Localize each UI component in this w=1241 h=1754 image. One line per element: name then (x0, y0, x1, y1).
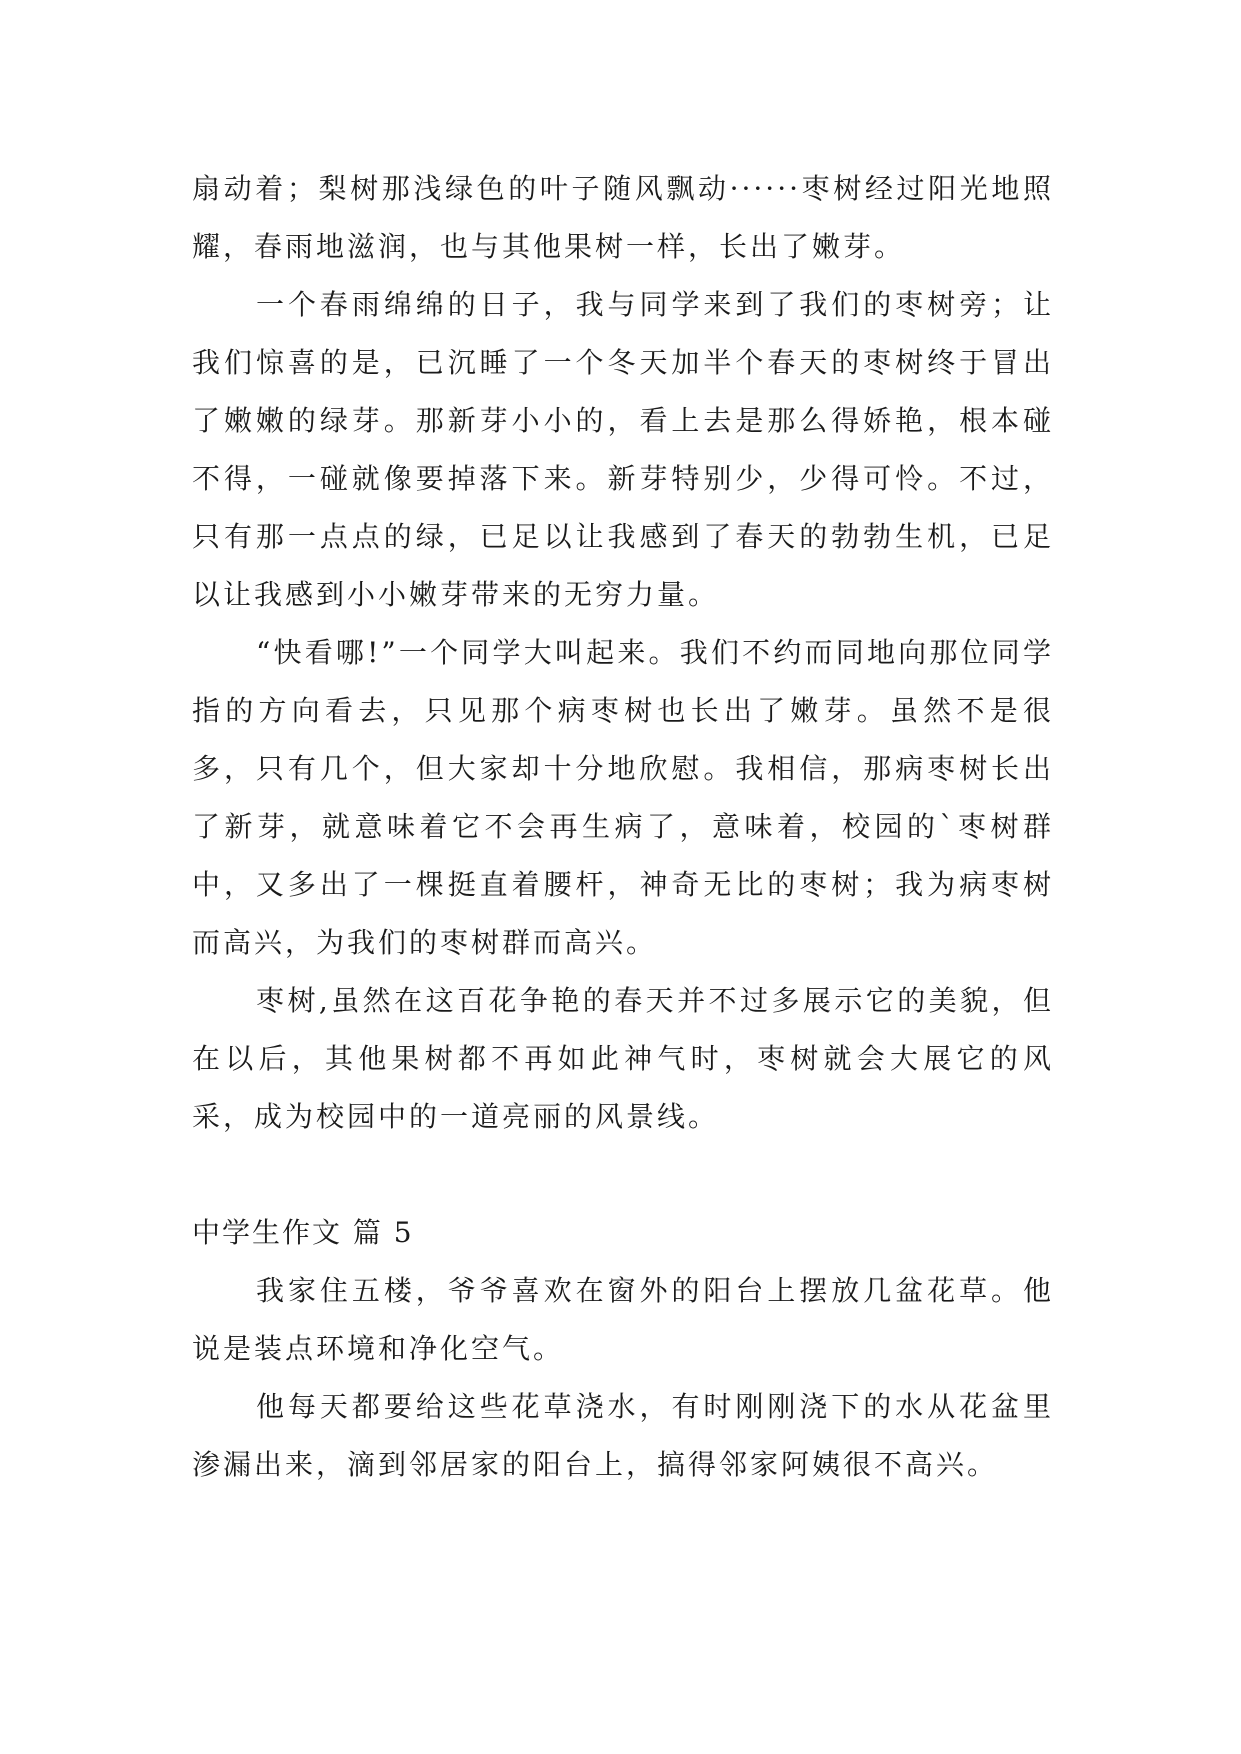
paragraph: 一个春雨绵绵的日子，我与同学来到了我们的枣树旁；让我们惊喜的是，已沉睡了一个冬天加半个春天的枣树终于冒出了嫩嫩的绿芽。那新芽小小的，看上去是那么得娇艳，根本碰不得，一碰就像要掉落下来。新芽特别少，少得可怜。不过，只有那一点点的绿，已足以让我感到了春天的勃勃生机，已足以让我感到小小嫩芽带来的无穷力量。 (192, 288, 1054, 611)
paragraph: 枣树,虽然在这百花争艳的春天并不过多展示它的美貌，但在以后，其他果树都不再如此神气时，枣树就会大展它的风采，成为校园中的一道亮丽的风景线。 (192, 984, 1054, 1133)
paragraph: “快看哪!”一个同学大叫起来。我们不约而同地向那位同学指的方向看去，只见那个病枣树也长出了嫩芽。虽然不是很多，只有几个，但大家却十分地欣慰。我相信，那病枣树长出了新芽，就意味着它不会再生病了，意味着，校园的`枣树群中，又多出了一棵挺直着腰杆，神奇无比的枣树；我为病枣树而高兴，为我们的枣树群而高兴。 (192, 636, 1054, 959)
document-body (192, 160, 1054, 1494)
paragraph: 我家住五楼，爷爷喜欢在窗外的阳台上摆放几盆花草。他说是装点环境和净化空气。 (192, 1274, 1054, 1365)
section-heading: 中学生作文 篇 5 (192, 1216, 414, 1249)
paragraph: 扇动着；梨树那浅绿色的叶子随风飘动······枣树经过阳光地照耀，春雨地滋润，也与其他果树一样，长出了嫩芽。 (192, 172, 1054, 263)
paragraph: 他每天都要给这些花草浇水，有时刚刚浇下的水从花盆里渗漏出来，滴到邻居家的阳台上，搞得邻家阿姨很不高兴。 (192, 1390, 1054, 1481)
